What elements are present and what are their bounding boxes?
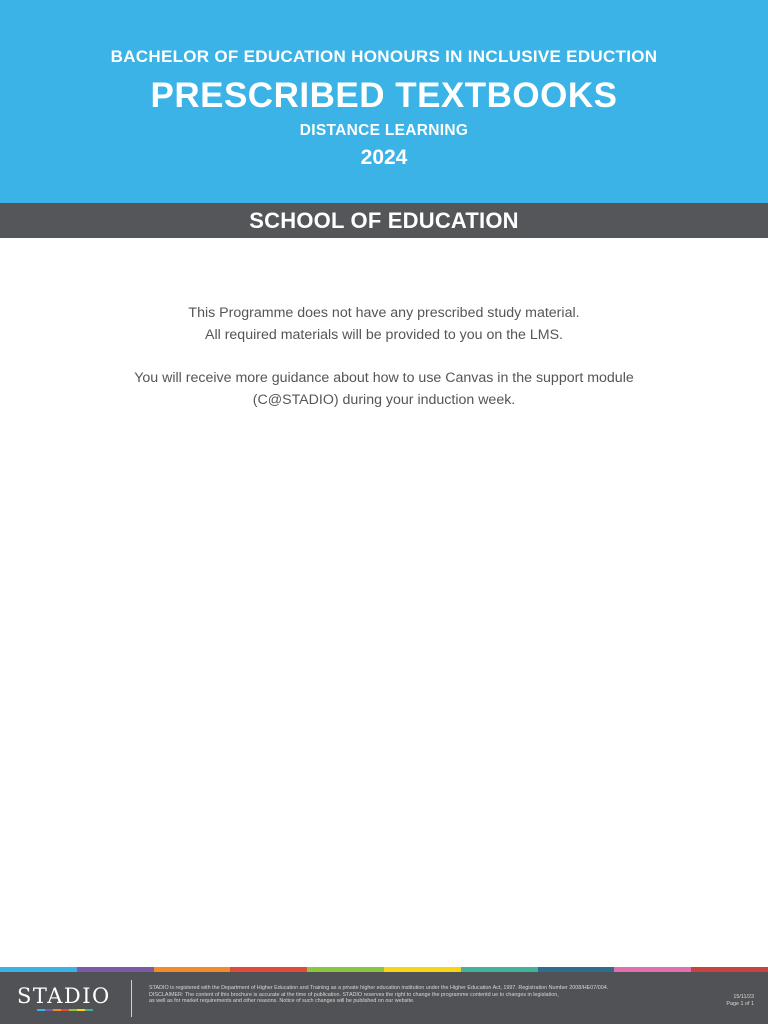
notice-line: This Programme does not have any prescribed study material.: [188, 305, 580, 321]
notice-line: All required materials will be provided to you on the LMS.: [204, 327, 564, 343]
document-title: PRESCRIBED TEXTBOOKS: [150, 76, 618, 115]
footer-disclaimer: [149, 985, 709, 1005]
logo-bar-segment: [37, 1009, 45, 1011]
canvas-guidance-notice: [60, 367, 708, 411]
study-material-notice: [60, 302, 708, 346]
academic-year: 2024: [360, 146, 408, 169]
disclaimer-line: STADIO is registered with the Department of Higher Education and Training as a private higher education institution under the Higher Education Act, 1997. Registration Number 2008/HE07/004.: [149, 985, 609, 991]
logo-bar-segment: [45, 1009, 53, 1011]
publication-date: 15/11/23: [733, 994, 754, 1000]
logo-bar-segment: [85, 1009, 93, 1011]
school-band: SCHOOL OF EDUCATION: [0, 203, 768, 238]
header-banner: [0, 0, 768, 203]
guidance-line: You will receive more guidance about how to use Canvas in the support module: [134, 370, 634, 386]
logo-bar-segment: [69, 1009, 77, 1011]
programme-name: BACHELOR OF EDUCATION HONOURS IN INCLUSIVE EDUCTION: [110, 47, 658, 66]
footer: [0, 972, 768, 1024]
logo-bar-segment: [77, 1009, 85, 1011]
disclaimer-line: DISCLAIMER: The content of this brochure is accurate at the time of publication. STADIO reserves the right to change the programme contentd ue to changes in legislation,: [149, 991, 559, 998]
study-mode: DISTANCE LEARNING: [299, 122, 469, 139]
logo-bar-segment: [53, 1009, 61, 1011]
logo-color-bar: [37, 1009, 93, 1011]
stadio-logo: STADIO: [17, 984, 111, 1008]
logo-bar-segment: [61, 1009, 69, 1011]
page-number: Page 1 of 1: [726, 1001, 754, 1007]
footer-divider: [131, 980, 132, 1017]
footer-meta: [726, 994, 754, 1008]
disclaimer-line: as well as for market requirements and other reasons. Notice of such changes will be published on our website.: [149, 998, 415, 1005]
guidance-line: (C@STADIO) during your induction week.: [252, 392, 516, 408]
